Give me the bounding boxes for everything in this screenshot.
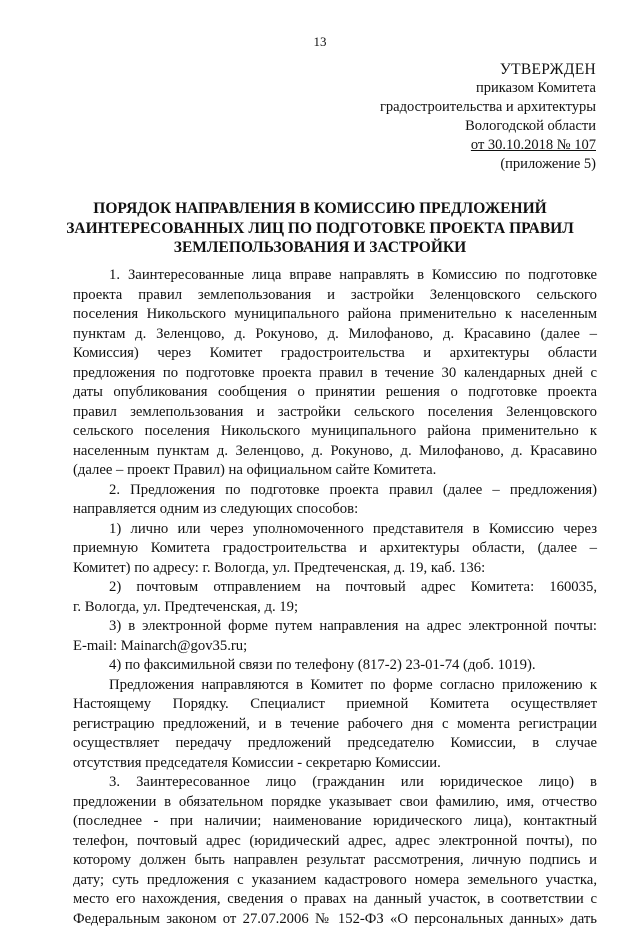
body-line: осуществляет передачу предложений председателю Комиссии, в случае: [73, 734, 597, 754]
approval-appendix: (приложение 5): [380, 155, 596, 174]
approval-line: градостроительства и архитектуры: [380, 98, 596, 117]
approval-stamp: [380, 60, 596, 174]
title-line: ПОРЯДОК НАПРАВЛЕНИЯ В КОМИССИЮ ПРЕДЛОЖЕНИЙ: [40, 199, 600, 219]
page-number: 13: [0, 34, 640, 50]
body-line: 2. Предложения по подготовке проекта правил (далее – предложения): [73, 481, 597, 501]
body-line: сельского поселения Никольского муниципального района применительно к: [73, 422, 597, 442]
body-line: проекта правил землепользования и застройки Зеленцовского сельского: [73, 286, 597, 306]
body-line: пунктам д. Зеленцово, д. Рокуново, д. Милофаново, д. Красавино (далее –: [73, 325, 597, 345]
body-line: Федеральным законом от 27.07.2006 № 152-ФЗ «О персональных данных» дать: [73, 910, 597, 929]
body-line: 2) почтовым отправлением на почтовый адрес Комитета: 160035,: [73, 578, 597, 598]
body-line: (последнее - при наличии; наименование юридического лица), контактный: [73, 812, 597, 832]
body-line: правил землепользования и застройки сельского поселения Зеленцовского: [73, 403, 597, 423]
body-line: г. Вологда, ул. Предтеченская, д. 19;: [73, 598, 597, 618]
approval-date-number: от 30.10.2018 № 107: [380, 136, 596, 155]
body-line: которому должен быть направлен результат рассмотрения, личную подпись и: [73, 851, 597, 871]
body-line: даты опубликования сообщения о принятии решения о подготовке проекта: [73, 383, 597, 403]
body-line: 3) в электронной форме путем направления на адрес электронной почты:: [73, 617, 597, 637]
body-line: Настоящему Порядку. Специалист приемной Комитета осуществляет: [73, 695, 597, 715]
approval-line: Вологодской области: [380, 117, 596, 136]
title-line: ЗЕМЛЕПОЛЬЗОВАНИЯ И ЗАСТРОЙКИ: [40, 238, 600, 258]
document-body: [73, 266, 597, 929]
body-line: 1. Заинтересованные лица вправе направлять в Комиссию по подготовке: [73, 266, 597, 286]
title-line: ЗАИНТЕРЕСОВАННЫХ ЛИЦ ПО ПОДГОТОВКЕ ПРОЕКТА ПРАВИЛ: [40, 219, 600, 239]
body-line: Предложения направляются в Комитет по форме согласно приложению к: [73, 676, 597, 696]
approval-heading: УТВЕРЖДЕН: [380, 60, 596, 79]
body-line: 4) по факсимильной связи по телефону (817-2) 23-01-74 (доб. 1019).: [73, 656, 597, 676]
body-line: предложении в обязательном порядке указывает свои фамилию, имя, отчество: [73, 793, 597, 813]
body-line: предложения по подготовке проекта правил в течение 30 календарных дней с: [73, 364, 597, 384]
body-line: регистрацию предложений, и в течение рабочего дня с момента регистрации: [73, 715, 597, 735]
body-line: 3. Заинтересованное лицо (гражданин или юридическое лицо) в: [73, 773, 597, 793]
body-line: телефон, почтовый адрес (юридический адрес, адрес электронной почты), по: [73, 832, 597, 852]
document-title: [40, 199, 600, 258]
body-line: Комиссия) через Комитет градостроительства и архитектуры области: [73, 344, 597, 364]
body-line: поселения Никольского муниципального района применительно к населенным: [73, 305, 597, 325]
body-line: E-mail: Mainarch@gov35.ru;: [73, 637, 597, 657]
body-line: место его нахождения, сведения о правах на данный участок, в соответствии с: [73, 890, 597, 910]
body-line: приемную Комитета градостроительства и архитектуры области, (далее –: [73, 539, 597, 559]
body-line: (далее – проект Правил) на официальном сайте Комитета.: [73, 461, 597, 481]
body-line: Комитет) по адресу: г. Вологда, ул. Предтеченская, д. 19, каб. 136:: [73, 559, 597, 579]
approval-line: приказом Комитета: [380, 79, 596, 98]
body-line: населенным пунктам д. Зеленцово, д. Рокуново, д. Милофаново, д. Красавино: [73, 442, 597, 462]
body-line: дату; суть предложения с указанием кадастрового номера земельного участка,: [73, 871, 597, 891]
body-line: направляется одним из следующих способов:: [73, 500, 597, 520]
body-line: 1) лично или через уполномоченного представителя в Комиссию через: [73, 520, 597, 540]
body-line: отсутствия председателя Комиссии - секретарю Комиссии.: [73, 754, 597, 774]
